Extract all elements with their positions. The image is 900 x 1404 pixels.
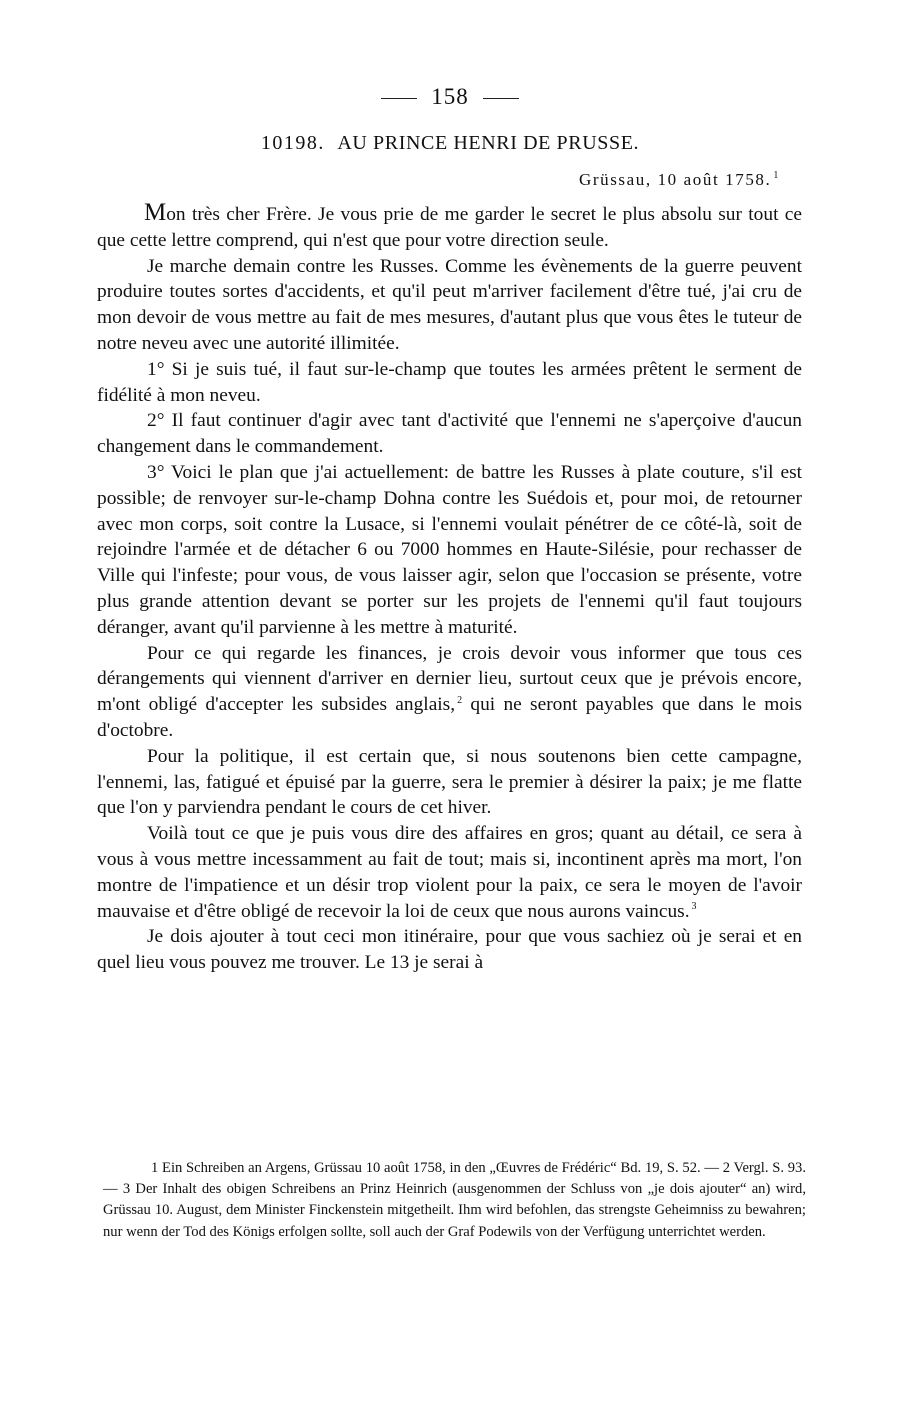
footnote-marker: 1 [773, 170, 780, 182]
letter-body [97, 200, 802, 976]
dateline-text: Grüssau, 10 août 1758. [578, 170, 772, 189]
paragraph: 1° Si je suis tué, il faut sur-le-champ que toutes les armées prêtent le serment de fidélité à mon neveu. [97, 358, 802, 406]
paragraph-text: Voilà tout ce que je puis vous dire des affaires en gros; quant au détail, ce sera à vous à vous mettre incessamment au fait de tout; mais si, incontinent après ma mort, l'on montre de l'impatience et un désir trop violent pour la paix, ce sera le moyen de l'avoir mauvaise et d'être obligé de recevoir la loi de ceux que nous aurons vaincus. [97, 823, 802, 922]
header-rule-left [381, 98, 417, 99]
paragraph: 2° Il faut continuer d'agir avec tant d'activité que l'ennemi ne s'aperçoive d'aucun changement dans le commandement. [97, 410, 802, 458]
initial-letter: M [144, 199, 167, 226]
paragraph-text: on très cher Frère. Je vous prie de me garder le secret le plus absolu sur tout ce que cette lettre comprend, qui n'est que pour votre direction seule. [97, 204, 802, 251]
letter-title: AU PRINCE HENRI DE PRUSSE. [337, 132, 640, 154]
letter-heading [0, 132, 900, 155]
paragraph [97, 821, 802, 924]
paragraph-text: Pour ce qui regarde les finances, je crois devoir vous informer que tous ces dérangements qui viennent d'arriver en dernier lieu, surtout ceux que je prévois encore, m'ont obligé d'accepter les subsides anglais, [97, 642, 802, 716]
paragraph: Je marche demain contre les Russes. Comme les évènements de la guerre peuvent produire toutes sortes d'accidents, et qu'il peut m'arriver facilement d'être tué, j'ai cru de mon devoir de vous mettre au fait de mes mesures, d'autant plus que vous êtes le tuteur de notre neveu avec une autorité illimitée. [97, 255, 802, 354]
letter-number: 10198. [260, 132, 325, 154]
paragraph [97, 641, 802, 744]
footnote-marker: 3 [691, 901, 697, 913]
header-rule-right [483, 98, 519, 99]
footnote-text: 1 Ein Schreiben an Argens, Grüssau 10 août 1758, in den „Œuvres de Frédéric“ Bd. 19, S. 52. — 2 Vergl. S. 93. — 3 Der Inhalt des obigen Schreibens an Prinz Heinrich (ausgenommen der Schluss von „je dois ajouter“ an) wird, Grüssau 10. August, dem Minister Finckenstein mitgetheilt. Ihm wird befohlen, das strengste Geheimniss zu bewahren; nur wenn der Tod des Königs erfolgen sollte, soll auch der Graf Podewils von der Verfügung unterrichtet werden. [103, 1160, 806, 1240]
footnotes [103, 1158, 806, 1243]
paragraph-text: qui ne seront payables que dans le mois d'octobre. [97, 694, 802, 741]
paragraph: 3° Voici le plan que j'ai actuellement: de battre les Russes à plate couture, s'il est possible; de renvoyer sur-le-champ Dohna contre les Suédois et, pour moi, de retourner avec mon corps, soit contre la Lusace, si l'ennemi voulait pénétrer de ce côté-là, soit de rejoindre l'armée et de détacher 6 ou 7000 hommes en Haute-Silésie, pour rechasser de Ville qui l'infeste; pour vous, de vous laisser agir, selon que l'occasion se présente, votre plus grande attention devant se porter sur les projets de l'ennemi qu'il faut toujours déranger, avant qu'il parvienne à les mettre à maturité. [97, 461, 802, 638]
page-number: 158 [431, 84, 469, 109]
page-header [0, 84, 900, 110]
paragraph: Je dois ajouter à tout ceci mon itinéraire, pour que vous sachiez où je serai et en quel lieu vous pouvez me trouver. Le 13 je serai à [97, 926, 802, 974]
footnote-marker: 2 [457, 694, 463, 706]
paragraph: Pour la politique, il est certain que, si nous soutenons bien cette campagne, l'ennemi, las, fatigué et épuisé par la guerre, sera le premier à désirer la paix; je me flatte que l'on y parviendra pendant le cours de cet hiver. [97, 745, 802, 819]
dateline [579, 170, 780, 190]
paragraph [97, 200, 802, 254]
